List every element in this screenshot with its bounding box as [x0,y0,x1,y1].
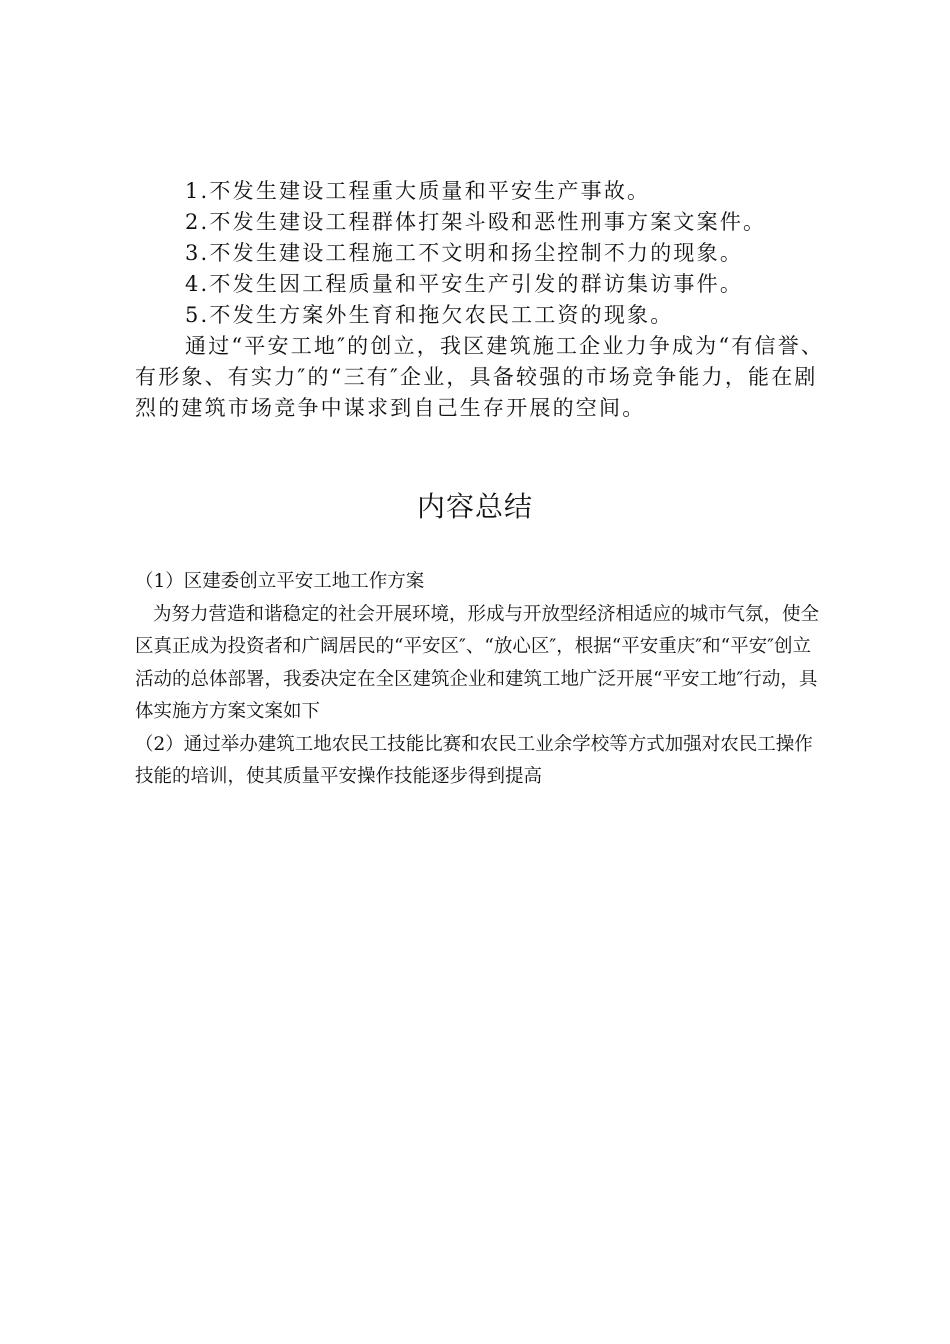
closing-paragraph: 通过“平安工地″的创立，我区建筑施工企业力争成为“有信誉、有形象、有实力″的“三有″企业，具备较强的市场竞争能力，能在剧烈的建筑市场竞争中谋求到自己生存开展的空间。 [135,334,825,420]
goal-item-2: 2.不发生建设工程群体打架斗殴和恶性刑事方案文案件。 [185,210,767,234]
summary-title: 内容总结 [416,490,533,523]
goal-item-5: 5.不发生方案外生育和拖欠农民工工资的现象。 [185,303,674,327]
goal-item-1: 1.不发生建设工程重大质量和平安生产事故。 [185,179,651,203]
summary-section [135,566,825,794]
summary-item-2: （2）通过举办建筑工地农民工技能比赛和农民工业余学校等方式加强对农民工操作技能的培训，使其质量平安操作技能逐步得到提高 [135,733,813,787]
goals-section [135,176,835,424]
goal-item-4: 4.不发生因工程质量和平安生产引发的群访集访事件。 [185,272,744,296]
summary-item-1-body: 为努力营造和谐稳定的社会开展环境，形成与开放型经济相适应的城市气氛，使全区真正成为投资者和广阔居民的“平安区″、“放心区″，根据“平安重庆″和“平安″创立活动的总体部署，我委决定在全区建筑企业和建筑工地广泛开展“平安工地″行动，具体实施方方案文案如下 [135,603,820,722]
summary-item-1-heading: （1）区建委创立平安工地工作方案 [135,571,425,592]
goal-item-3: 3.不发生建设工程施工不文明和扬尘控制不力的现象。 [185,241,744,265]
